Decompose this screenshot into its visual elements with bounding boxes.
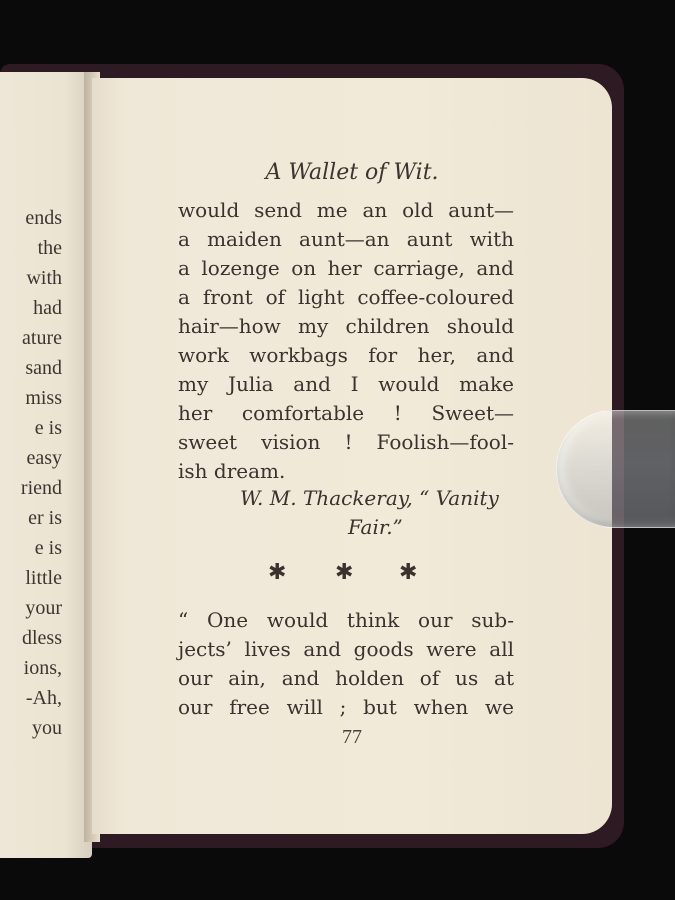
left-page-line: easy: [26, 447, 62, 469]
page-number: 77: [342, 726, 362, 748]
body-line: her comfortable ! Sweet—: [178, 401, 514, 425]
left-page-line: had: [33, 297, 62, 319]
section-separator-star: ✱: [335, 560, 354, 585]
left-page-line: your: [25, 597, 62, 619]
body-line: work workbags for her, and: [178, 343, 514, 367]
body-line: a lozenge on her carriage, and: [178, 256, 514, 280]
left-page-line: e is: [34, 417, 62, 439]
body-line: a maiden aunt—an aunt with: [178, 227, 514, 251]
quote-line: our ain, and holden of us at: [178, 666, 514, 690]
left-page: [0, 72, 92, 858]
left-page-line: the: [37, 237, 62, 259]
left-page-line: you: [32, 717, 62, 739]
quote-line: our free will ; but when we: [178, 695, 514, 719]
right-page: [92, 78, 612, 834]
body-line: sweet vision ! Foolish—fool-: [178, 430, 514, 454]
attribution-line: Fair.”: [348, 515, 403, 539]
left-page-line: er is: [28, 507, 62, 529]
glass-page-holder: [556, 410, 675, 528]
left-page-line: with: [26, 267, 62, 289]
left-page-line: miss: [25, 387, 62, 409]
left-page-line: dless: [22, 627, 62, 649]
running-header: A Wallet of Wit.: [265, 160, 439, 185]
left-page-line: ature: [22, 327, 62, 349]
body-line: hair—how my children should: [178, 314, 514, 338]
body-line: a front of light coffee-coloured: [178, 285, 514, 309]
body-line: my Julia and I would make: [178, 372, 514, 396]
left-page-line: riend: [20, 477, 62, 499]
attribution-line: W. M. Thackeray, “ Vanity: [240, 486, 499, 510]
left-page-line: ends: [25, 207, 62, 229]
left-page-line: ions,: [23, 657, 62, 679]
quote-line: “ One would think our sub-: [178, 608, 514, 632]
left-page-line: e is: [34, 537, 62, 559]
section-separator-star: ✱: [399, 560, 418, 585]
quote-line: jects’ lives and goods were all: [178, 637, 514, 661]
left-page-line: little: [25, 567, 62, 589]
left-page-line: -Ah,: [25, 687, 62, 709]
body-line: ish dream.: [178, 459, 286, 483]
left-page-line: sand: [25, 357, 62, 379]
body-line: would send me an old aunt—: [178, 198, 514, 222]
section-separator-star: ✱: [268, 560, 287, 585]
